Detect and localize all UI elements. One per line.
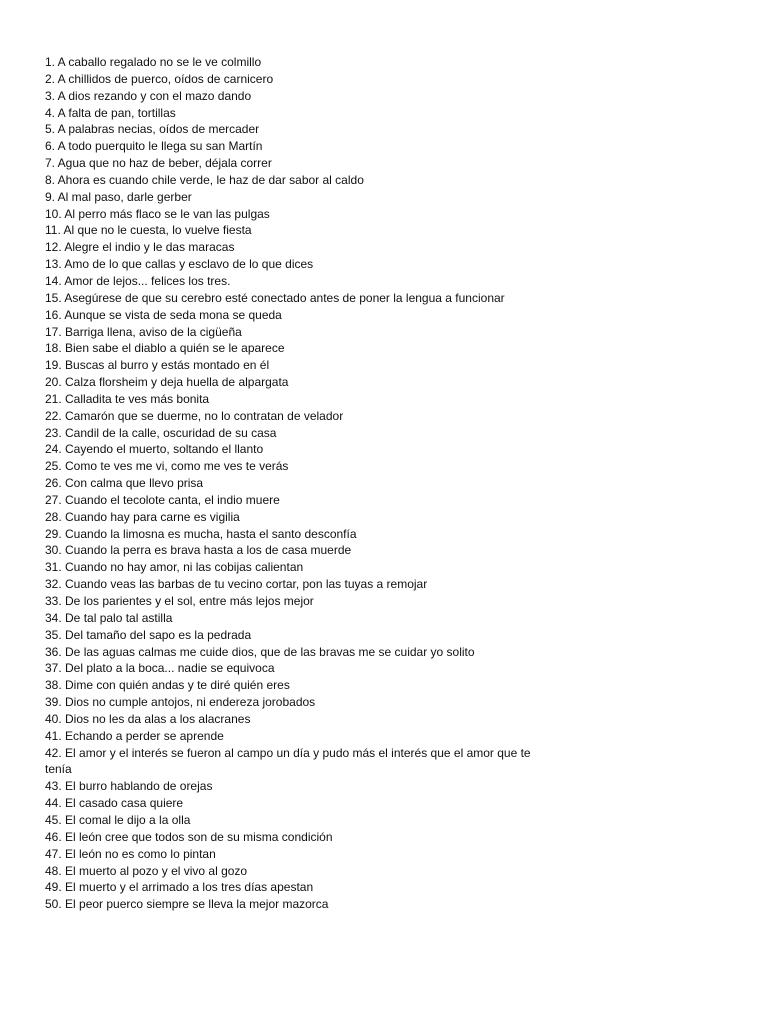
refran-34: 34. De tal palo tal astilla bbox=[45, 610, 173, 625]
refran-6: 6. A todo puerquito le llega su san Martín bbox=[45, 139, 263, 154]
refran-49: 49. El muerto y el arrimado a los tres días apestan bbox=[45, 880, 314, 895]
refran-14: 14. Amor de lejos... felices los tres. bbox=[45, 273, 231, 288]
refran-29: 29. Cuando la limosna es mucha, hasta el santo desconfía bbox=[45, 526, 357, 541]
refran-22: 22. Camarón que se duerme, no lo contratan de velador bbox=[45, 408, 344, 423]
refran-31: 31. Cuando no hay amor, ni las cobijas calientan bbox=[45, 560, 304, 575]
refran-23: 23. Candil de la calle, oscuridad de su casa bbox=[45, 425, 277, 440]
refran-38: 38. Dime con quién andas y te diré quién eres bbox=[45, 678, 290, 693]
refran-7: 7. Agua que no haz de beber, déjala correr bbox=[45, 156, 272, 171]
refran-3: 3. A dios rezando y con el mazo dando bbox=[45, 88, 252, 103]
refran-19: 19. Buscas al burro y estás montado en él bbox=[45, 358, 270, 373]
refran-48: 48. El muerto al pozo y el vivo al gozo bbox=[45, 863, 248, 878]
refran-20: 20. Calza florsheim y deja huella de alpargata bbox=[45, 375, 289, 390]
refran-17: 17. Barriga llena, aviso de la cigüeña bbox=[45, 324, 242, 339]
refran-42: 42. El amor y el interés se fueron al campo un día y pudo más el interés que el amor que te tenía bbox=[45, 745, 531, 777]
refran-16: 16. Aunque se vista de seda mona se queda bbox=[45, 307, 282, 322]
refran-26: 26. Con calma que llevo prisa bbox=[45, 476, 204, 491]
refran-35: 35. Del tamaño del sapo es la pedrada bbox=[45, 627, 252, 642]
refran-27: 27. Cuando el tecolote canta, el indio muere bbox=[45, 492, 280, 507]
refran-10: 10. Al perro más flaco se le van las pulgas bbox=[45, 206, 270, 221]
refran-2: 2. A chillidos de puerco, oídos de carnicero bbox=[45, 71, 274, 86]
refran-12: 12. Alegre el indio y le das maracas bbox=[45, 240, 235, 255]
refran-25: 25. Como te ves me vi, como me ves te verás bbox=[45, 459, 289, 474]
refran-47: 47. El león no es como lo pintan bbox=[45, 846, 216, 861]
refran-9: 9. Al mal paso, darle gerber bbox=[45, 189, 192, 204]
refran-41: 41. Echando a perder se aprende bbox=[45, 728, 224, 743]
refran-36: 36. De las aguas calmas me cuide dios, que de las bravas me se cuidar yo solito bbox=[45, 644, 475, 659]
refran-11: 11. Al que no le cuesta, lo vuelve fiesta bbox=[45, 223, 252, 238]
refran-30: 30. Cuando la perra es brava hasta a los de casa muerde bbox=[45, 543, 352, 558]
refran-21: 21. Calladita te ves más bonita bbox=[45, 391, 210, 406]
refran-44: 44. El casado casa quiere bbox=[45, 796, 184, 811]
refran-50: 50. El peor puerco siempre se lleva la mejor mazorca bbox=[45, 897, 329, 912]
refran-37: 37. Del plato a la boca... nadie se equivoca bbox=[45, 661, 275, 676]
refranes-list bbox=[45, 54, 545, 913]
refran-28: 28. Cuando hay para carne es vigilia bbox=[45, 509, 240, 524]
refran-45: 45. El comal le dijo a la olla bbox=[45, 812, 191, 827]
refran-4: 4. A falta de pan, tortillas bbox=[45, 105, 176, 120]
refran-8: 8. Ahora es cuando chile verde, le haz de dar sabor al caldo bbox=[45, 172, 364, 187]
refran-32: 32. Cuando veas las barbas de tu vecino cortar, pon las tuyas a remojar bbox=[45, 577, 428, 592]
refran-43: 43. El burro hablando de orejas bbox=[45, 779, 213, 794]
refran-24: 24. Cayendo el muerto, soltando el llanto bbox=[45, 442, 264, 457]
refran-15: 15. Asegúrese de que su cerebro esté conectado antes de poner la lengua a funcionar bbox=[45, 290, 505, 305]
refran-1: 1. A caballo regalado no se le ve colmillo bbox=[45, 55, 262, 69]
refran-40: 40. Dios no les da alas a los alacranes bbox=[45, 711, 251, 726]
refran-46: 46. El león cree que todos son de su misma condición bbox=[45, 829, 333, 844]
refran-5: 5. A palabras necias, oídos de mercader bbox=[45, 122, 260, 137]
refran-33: 33. De los parientes y el sol, entre más lejos mejor bbox=[45, 594, 314, 608]
refran-13: 13. Amo de lo que callas y esclavo de lo que dices bbox=[45, 257, 314, 272]
refran-18: 18. Bien sabe el diablo a quién se le aparece bbox=[45, 341, 285, 356]
refran-39: 39. Dios no cumple antojos, ni endereza jorobados bbox=[45, 695, 316, 710]
